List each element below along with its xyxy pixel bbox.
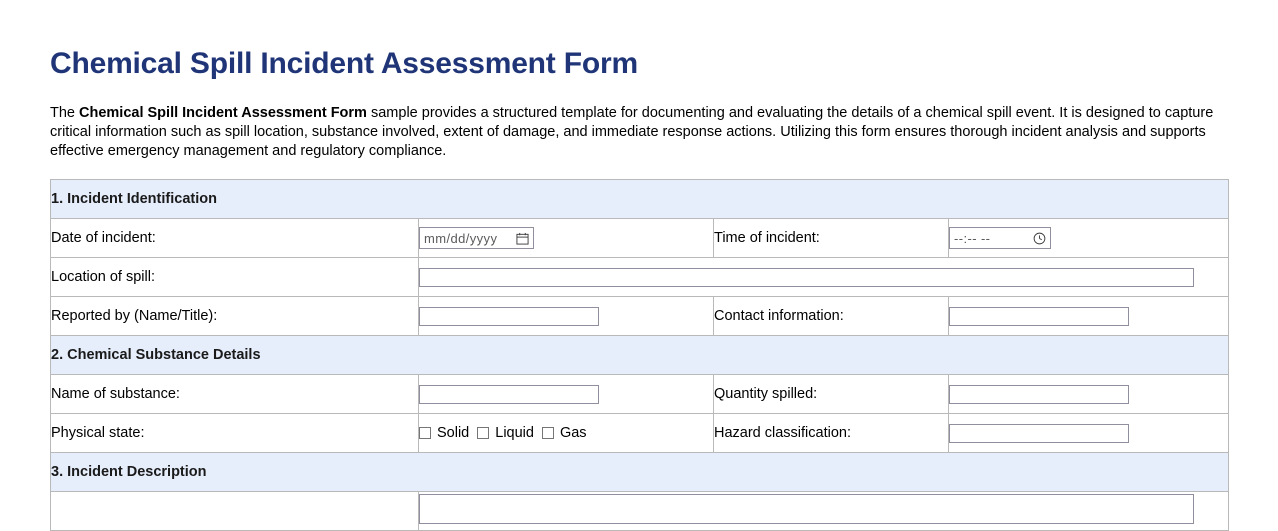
cell-quantity-spilled [949,375,1229,414]
incident-description-textarea[interactable] [419,494,1194,524]
intro-rest: sample provides a structured template for documenting and evaluating the details of a chemical spill event. It is designed to capture critical information such as spill location, substance involved, extent of damage, and immediate response actions. Utilizing this form ensures thorough incident analysis and supports effective emergency management and regulatory compliance. [50,105,1214,159]
label-contact-information: Contact information: [714,297,949,336]
checkbox-option-gas[interactable] [542,425,587,441]
cell-incident-description-label [51,492,419,531]
intro-prefix: The [50,105,80,121]
physical-state-checkbox-group [419,425,713,441]
incident-form-table [50,179,1229,531]
label-hazard-classification: Hazard classification: [714,414,949,453]
label-physical-state: Physical state: [51,414,419,453]
table-row [51,492,1229,531]
contact-information-input[interactable] [949,307,1129,326]
cell-name-of-substance [419,375,714,414]
checkbox-solid[interactable] [419,427,431,439]
cell-physical-state [419,414,714,453]
cell-location-of-spill [419,258,1229,297]
checkbox-label-solid: Solid [437,425,470,441]
calendar-icon[interactable] [516,232,529,245]
label-location-of-spill: Location of spill: [51,258,419,297]
hazard-classification-input[interactable] [949,424,1129,443]
section-header-incident-description: 3. Incident Description [51,453,1229,492]
cell-contact-information [949,297,1229,336]
time-input[interactable] [949,227,1051,249]
cell-reported-by [419,297,714,336]
label-time-of-incident: Time of incident: [714,219,949,258]
intro-bold: Chemical Spill Incident Assessment Form [79,105,367,121]
table-row [51,258,1229,297]
section-3-header-row [51,453,1229,492]
date-input-value: mm/dd/yyyy [424,230,498,246]
cell-date-of-incident [419,219,714,258]
section-1-header-row [51,180,1229,219]
label-reported-by: Reported by (Name/Title): [51,297,419,336]
name-of-substance-input[interactable] [419,385,599,404]
checkbox-label-gas: Gas [559,425,587,441]
cell-hazard-classification [949,414,1229,453]
label-name-of-substance: Name of substance: [51,375,419,414]
checkbox-liquid[interactable] [477,427,489,439]
time-input-value: --:-- -- [954,230,991,246]
cell-time-of-incident [949,219,1229,258]
section-header-incident-identification: 1. Incident Identification [51,180,1229,219]
table-row [51,219,1229,258]
location-of-spill-input[interactable] [419,268,1194,287]
section-2-header-row [51,336,1229,375]
checkbox-option-liquid[interactable] [477,425,534,441]
table-row [51,414,1229,453]
reported-by-input[interactable] [419,307,599,326]
quantity-spilled-input[interactable] [949,385,1129,404]
label-quantity-spilled: Quantity spilled: [714,375,949,414]
intro-paragraph [50,104,1228,161]
checkbox-label-liquid: Liquid [495,425,534,441]
checkbox-option-solid[interactable] [419,425,469,441]
page-title: Chemical Spill Incident Assessment Form [50,47,638,80]
table-row [51,297,1229,336]
date-input[interactable] [419,227,534,249]
clock-icon[interactable] [1033,232,1046,245]
table-row [51,375,1229,414]
checkbox-gas[interactable] [542,427,554,439]
cell-incident-description [419,492,1229,531]
label-date-of-incident: Date of incident: [51,219,419,258]
section-header-chemical-substance-details: 2. Chemical Substance Details [51,336,1229,375]
